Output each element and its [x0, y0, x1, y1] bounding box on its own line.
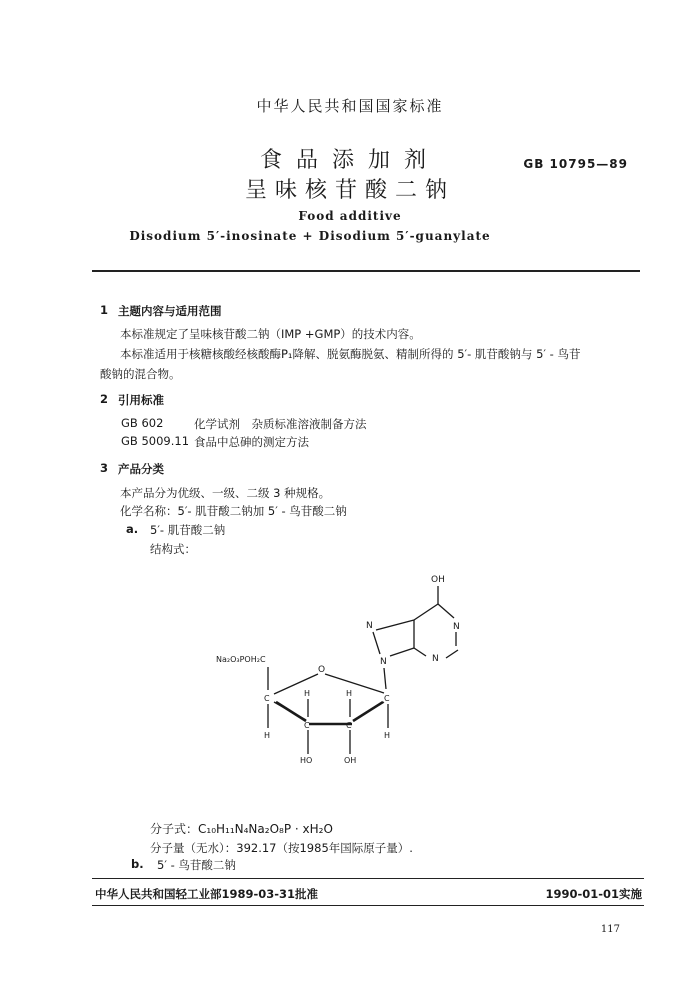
section-1-paragraph-1: 本标准规定了呈味核苷酸二钠（IMP +GMP）的技术内容。: [120, 327, 421, 341]
molecular-weight: 分子量（无水）：392.17（按1985年国际原子量）.: [150, 841, 413, 855]
carbon-label-1: C: [384, 694, 390, 703]
section-3-chemical-name: 化学名称：5′- 肌苷酸二钠加 5′ - 鸟苷酸二钠: [120, 504, 347, 518]
item-a-label: a.: [126, 522, 139, 536]
reference-1-code: GB 602: [121, 416, 164, 430]
item-b-text: 5′ - 鸟苷酸二钠: [157, 858, 236, 872]
section-1-heading: 主题内容与适用范围: [118, 304, 222, 318]
section-3-paragraph-1: 本产品分为优级、一级、二级 3 种规格。: [120, 486, 331, 500]
reference-2-title: 食品中总砷的测定方法: [194, 435, 309, 449]
nitrogen-label-3: N: [380, 657, 387, 667]
nitrogen-label-1: N: [366, 621, 373, 631]
molecular-formula: 分子式：C₁₀H₁₁N₄Na₂O₈P · xH₂O: [150, 822, 333, 836]
hydrogen-label-3: H: [264, 731, 271, 740]
section-1-paragraph-2-line-2: 酸钠的混合物。: [100, 367, 181, 381]
title-chinese-line2: 呈味核苷酸二钠: [244, 178, 455, 203]
approval-line: 中华人民共和国轻工业部1989-03-31批准: [95, 887, 319, 901]
footer-divider-bottom: [92, 905, 644, 906]
ring-oxygen-label: O: [318, 665, 326, 675]
oh-group-label: OH: [431, 575, 445, 585]
title-chinese-line1: 食品添加剂: [259, 148, 440, 173]
hydrogen-label-1: H: [304, 689, 311, 698]
item-a-text: 5′- 肌苷酸二钠: [150, 523, 226, 537]
page-number: 117: [600, 924, 620, 935]
section-1-number: 1: [100, 303, 109, 317]
title-english-line1: Food additive: [298, 209, 402, 223]
issuing-authority: 中华人民共和国国家标准: [256, 97, 444, 115]
section-3-number: 3: [100, 461, 109, 475]
item-b-label: b.: [131, 857, 144, 871]
reference-1-title: 化学试剂 杂质标准溶液制备方法: [194, 417, 367, 431]
effective-date: 1990-01-01实施: [545, 887, 642, 901]
hydrogen-label-2: H: [346, 689, 353, 698]
substituent-label: Na₂O₃POH₂C: [216, 655, 266, 664]
reference-2-code: GB 5009.11: [121, 434, 190, 448]
section-2-heading: 引用标准: [118, 393, 164, 407]
standard-code: GB 10795—89: [523, 157, 628, 171]
section-3-heading: 产品分类: [118, 462, 164, 476]
title-english-line2: Disodium 5′-inosinate + Disodium 5′-guanylate: [129, 229, 491, 243]
carbon-label-4: C: [264, 694, 270, 703]
hydroxyl-label-1: HO: [300, 756, 313, 765]
nitrogen-label-2: N: [453, 622, 460, 632]
hydrogen-label-4: H: [384, 731, 391, 740]
footer-divider-top: [92, 878, 644, 879]
hydroxyl-label-2: OH: [344, 756, 357, 765]
structure-label: 结构式：: [150, 542, 196, 556]
section-1-paragraph-2-line-1: 本标准适用于核糖核酸经核酸酶P₁降解、脱氨酶脱氨、精制所得的 5′- 肌苷酸钠与 5′ - 鸟苷: [120, 347, 581, 361]
nitrogen-label-4: N: [432, 654, 439, 664]
carbon-label-3: C: [304, 721, 310, 730]
carbon-label-2: C: [346, 721, 352, 730]
section-2-number: 2: [100, 392, 109, 406]
